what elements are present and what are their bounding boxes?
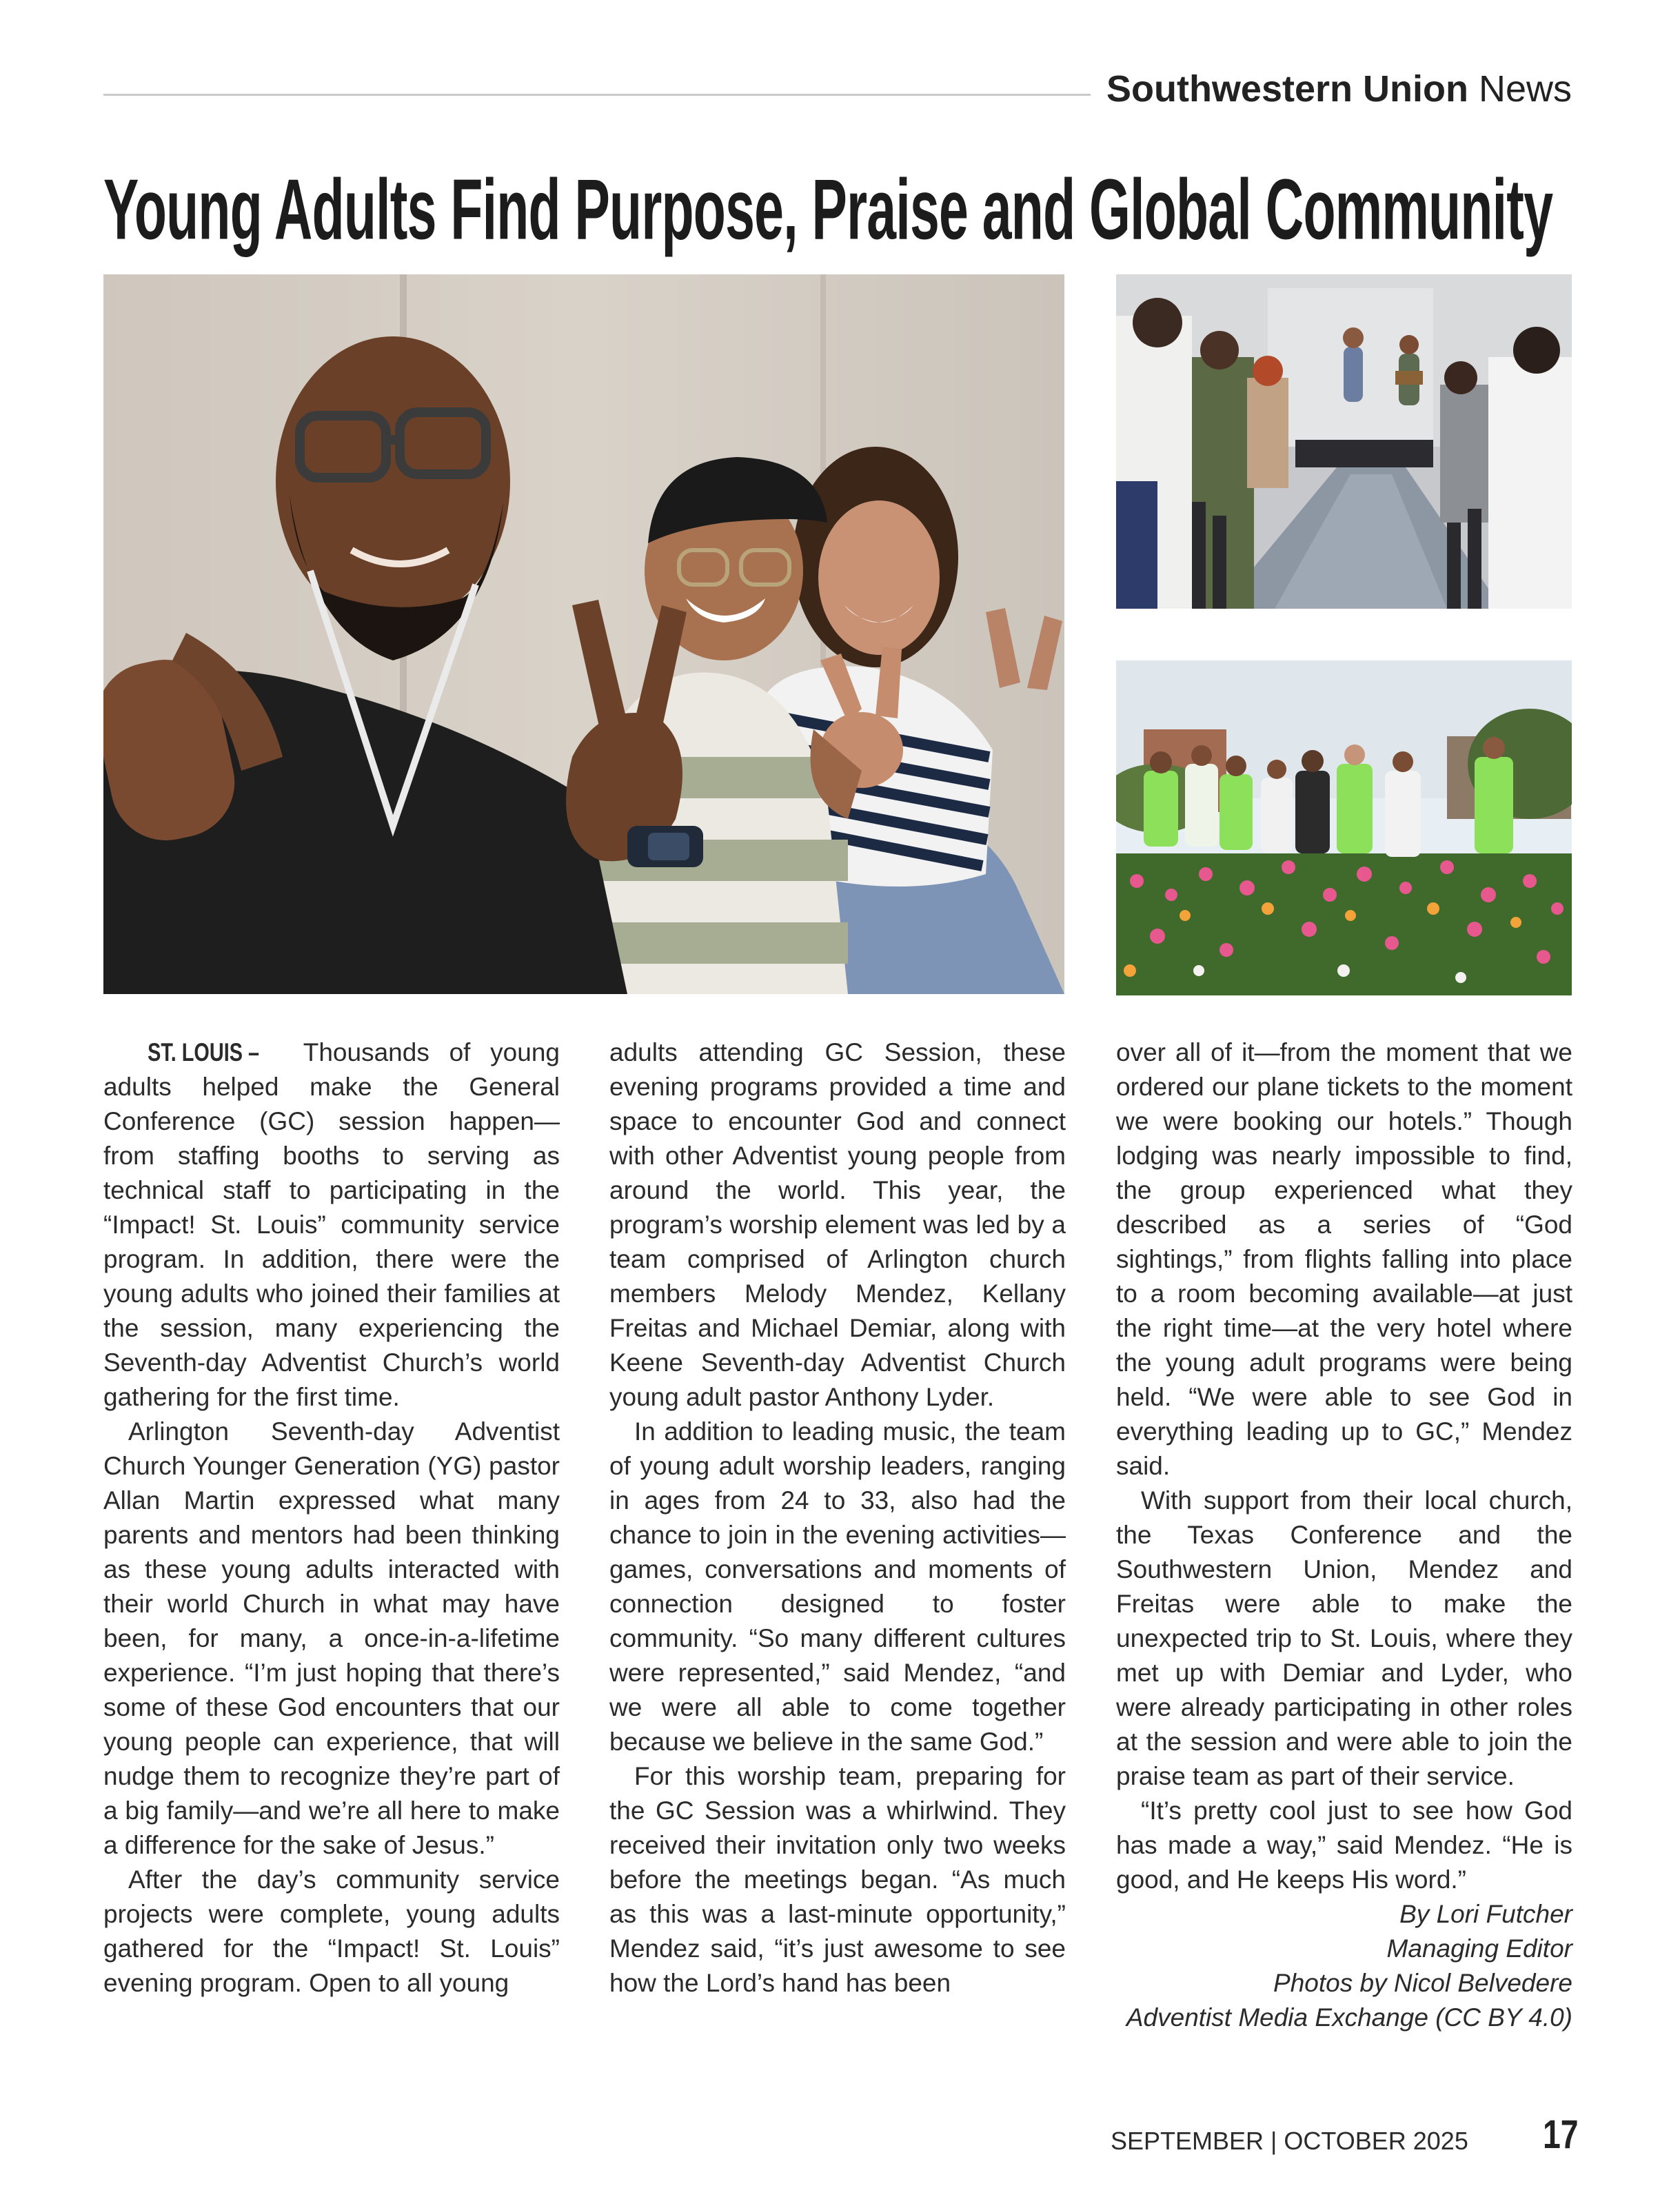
article-column-2 — [609, 1035, 1066, 2001]
author-title: Managing Editor — [1386, 1934, 1572, 1963]
section-header — [1106, 68, 1572, 110]
issue-date: SEPTEMBER | OCTOBER 2025 — [1111, 2127, 1468, 2155]
paragraph: In addition to leading music, the team of young adult worship leaders, ranging in ages from 24 to 33, also had the chance to join in the evening activities—games, conversations and moments of connection designed to foster community. “So many different cultures were represented,” said Mendez, “and we were all able to come together because we believe in the same God.” — [609, 1417, 1066, 1756]
paragraph: “It’s pretty cool just to see how God has made a way,” said Mendez. “He is good, and He keeps His word.” — [1116, 1796, 1572, 1894]
paragraph: over all of it—from the moment that we ordered our plane tickets to the moment we were booking our hotels.” Though lodging was nearly impossible to find, the group experienced what they described as a series of “God sightings,” from flights falling into place to a room becoming available—at just the right time—at the very hotel where the young adult programs were being held. “We were able to see God in everything leading up to GC,” Mendez said. — [1116, 1038, 1572, 1480]
main-photo — [103, 274, 1064, 994]
page-number: 17 — [1543, 2112, 1579, 2157]
paragraph: adults attending GC Session, these evening programs provided a time and space to encounter God and connect with other Adventist young people from around the world. This year, the program’s worship element was led by a team comprised of Arlington church members Melody Mendez, Kellany Freitas and Michael Demiar, along with Keene Seventh-day Adventist Church young adult pastor Anthony Lyder. — [609, 1038, 1066, 1411]
photo-source: Adventist Media Exchange (CC BY 4.0) — [1126, 2003, 1572, 2032]
photo-credit: Photos by Nicol Belvedere — [1273, 1969, 1572, 1997]
worship-photo — [1116, 274, 1572, 609]
article-column-1 — [103, 1035, 560, 2001]
paragraph: Arlington Seventh-day Adventist Church Younger Generation (YG) pastor Allan Martin expressed what many parents and mentors had been thinking as these young adults interacted with their world Church in what may have been, for many, a once-in-a-lifetime experience. “I’m just hoping that there’s some of these God encounters that our young people can experience, that will nudge them to recognize they’re part of a big family—and we’re all here to make a difference for the sake of Jesus.” — [103, 1417, 560, 1859]
paragraph: For this worship team, preparing for the GC Session was a whirlwind. They received their invitation only two weeks before the meetings began. “As much as this was a last-minute opportunity,” Mendez said, “it’s just awesome to see how the Lord’s hand has been — [609, 1762, 1066, 1997]
paragraph: After the day’s community service projects were complete, young adults gathered for the “Impact! St. Louis” evening program. Open to all young — [103, 1865, 560, 1997]
paragraph: Thousands of young adults helped make the General Conference (GC) session happen—from staffing booths to serving as technical staff to participating in the “Impact! St. Louis” community service program. In addition, there were the young adults who joined their families at the session, many experiencing the Seventh-day Adventist Church’s world gathering for the first time. — [103, 1038, 560, 1411]
section-header-light: News — [1468, 68, 1572, 110]
author-byline: By Lori Futcher — [1399, 1900, 1572, 1928]
article-credits — [1116, 1897, 1572, 2035]
header-rule — [103, 94, 1091, 96]
paragraph: With support from their local church, the Texas Conference and the Southwestern Union, Mendez and Freitas were able to make the unexpected trip to St. Louis, where they met up with Demiar and Lyder, who were already participating in other roles at the session and were able to join the praise team as part of their service. — [1116, 1486, 1572, 1790]
article-column-3 — [1116, 1035, 1572, 2035]
article-headline: Young Adults Find Purpose, Praise and Global Community — [103, 161, 1553, 258]
garden-photo — [1116, 660, 1572, 995]
section-header-bold: Southwestern Union — [1106, 68, 1468, 110]
dateline: ST. LOUIS – — [148, 1038, 260, 1066]
